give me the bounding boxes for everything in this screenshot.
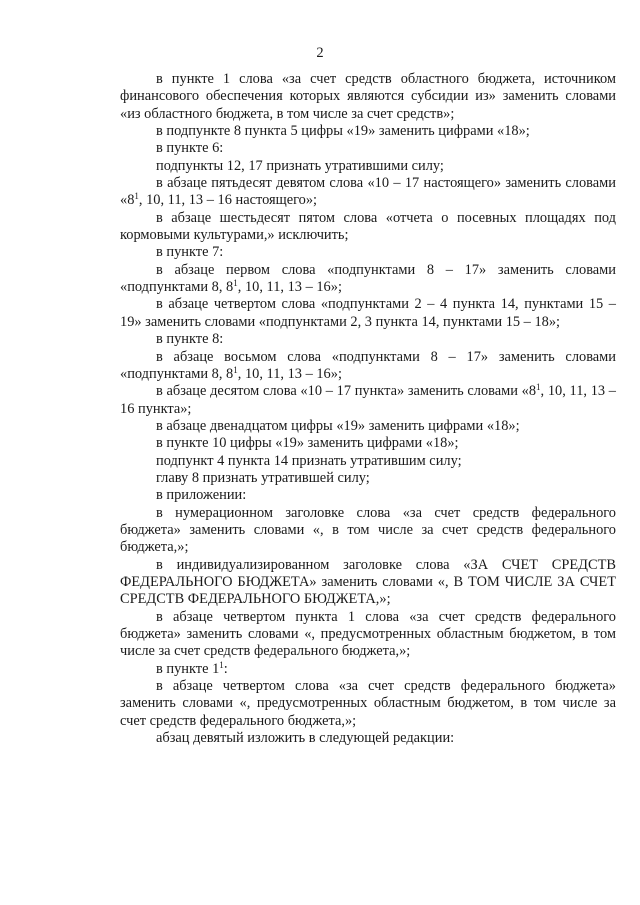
paragraph: в пункте 10 цифры «19» заменить цифрами «18»;: [156, 435, 459, 452]
paragraph: в абзаце четвертом пункта 1 слова «за счет средств федерального бюджета» заменить словами «, предусмотренных областным бюджетом, в том числе за счет средств федерального бюджета,»;: [120, 608, 616, 660]
superscript: 1: [134, 191, 139, 202]
paragraph: [120, 262, 616, 297]
paragraph: главу 8 признать утратившей силу;: [156, 469, 370, 486]
paragraph: в нумерационном заголовке слова «за счет средств федерального бюджета» заменить словами «, в том числе за счет средств федерального бюджета,»;: [120, 504, 616, 556]
paragraph: в приложении:: [156, 487, 247, 504]
paragraph: в абзаце четвертом слова «за счет средств федерального бюджета» заменить словами «, предусмотренных областным бюджетом, в том числе за счет средств федерального бюджета,»;: [120, 678, 616, 729]
paragraph: подпункты 12, 17 признать утратившими силу;: [156, 157, 444, 174]
superscript: 1: [219, 659, 224, 670]
paragraph-text: в абзаце первом слова «подпунктами 8 – 17» заменить словами «подпунктами 8, 8: [120, 261, 616, 296]
paragraph: в пункте 7:: [156, 244, 224, 261]
paragraph-text: , 10, 11, 13 – 16 настоящего»;: [138, 192, 318, 209]
paragraph-text: в абзаце пятьдесят девятом слова «10 – 17 настоящего» заменить словами «8: [120, 175, 616, 209]
superscript: 1: [233, 278, 238, 289]
paragraph: в пункте 6:: [156, 140, 224, 157]
superscript: 1: [536, 382, 541, 393]
paragraph: [120, 383, 616, 418]
paragraph: абзац девятый изложить в следующей редакции:: [156, 730, 455, 747]
paragraph-text: в пункте 1: [156, 660, 220, 677]
paragraph: в пункте 1 слова «за счет средств областного бюджета, источником финансового обеспечения которых являются субсидии из» заменить словами «из областного бюджета, в том числе за счет средств»;: [120, 71, 616, 122]
paragraph-text: в абзаце восьмом слова «подпунктами 8 – 17» заменить словами «подпунктами 8, 8: [120, 348, 616, 382]
paragraph-text: , 10, 11, 13 – 16 пункта»;: [120, 383, 616, 417]
paragraph-text: , 10, 11, 13 – 16»;: [237, 365, 342, 382]
paragraph: в абзаце четвертом слова «подпунктами 2 – 4 пункта 14, пунктами 15 – 19» заменить словами «подпунктами 2, 3 пункта 14, пунктами 15 – 18»;: [120, 296, 616, 330]
paragraph: [120, 661, 616, 678]
paragraph: в пункте 8:: [156, 331, 224, 348]
paragraph-text: :: [223, 660, 228, 677]
superscript: 1: [233, 364, 238, 375]
paragraph: в подпункте 8 пункта 5 цифры «19» заменить цифрами «18»;: [156, 123, 530, 140]
paragraph-text: , 10, 11, 13 – 16»;: [237, 279, 342, 296]
paragraph: в абзаце двенадцатом цифры «19» заменить цифрами «18»;: [156, 417, 520, 434]
paragraph: в индивидуализированном заголовке слова «ЗА СЧЕТ СРЕДСТВ ФЕДЕРАЛЬНОГО БЮДЖЕТА» заменить словами «, В ТОМ ЧИСЛЕ ЗА СЧЕТ СРЕДСТВ ФЕДЕРАЛЬНОГО БЮДЖЕТА,»;: [120, 556, 616, 608]
paragraph: подпункт 4 пункта 14 признать утратившим силу;: [156, 452, 462, 469]
document-body: [120, 71, 616, 747]
paragraph: в абзаце шестьдесят пятом слова «отчета о посевных площадях под кормовыми культурами,» исключить;: [120, 209, 616, 244]
paragraph: [120, 349, 616, 384]
paragraph-text: в абзаце десятом слова «10 – 17 пункта» заменить словами «8: [156, 383, 537, 400]
paragraph: [120, 175, 616, 210]
page-number: 2: [316, 45, 324, 61]
